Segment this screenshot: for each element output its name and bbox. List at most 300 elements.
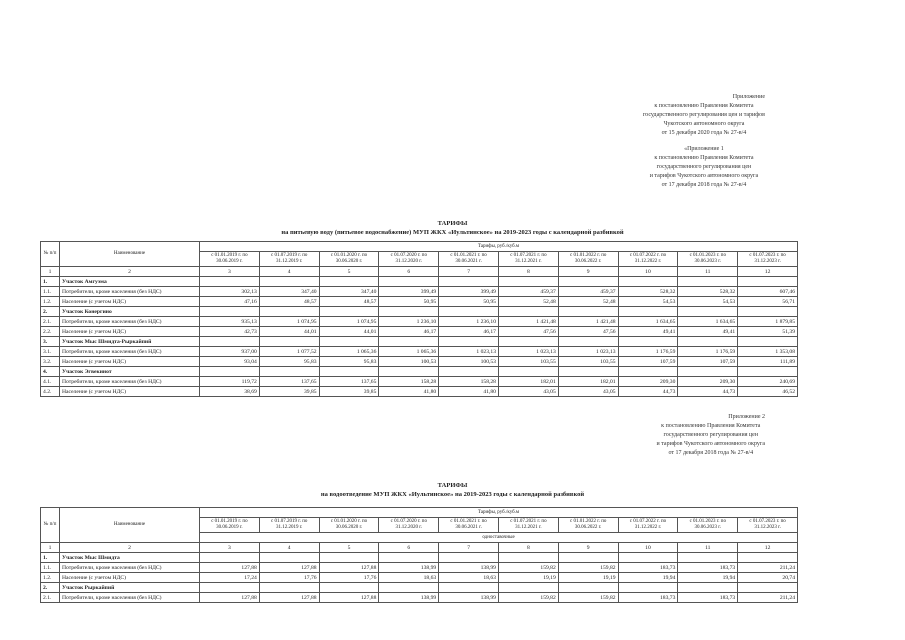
empty-cell — [618, 583, 678, 593]
section-row — [41, 583, 798, 593]
tariff-value: 46,52 — [738, 387, 798, 397]
column-index: 10 — [618, 267, 678, 277]
row-number: 3. — [41, 337, 60, 347]
note-line: к постановлению Правления Комитета — [654, 103, 754, 109]
empty-cell — [678, 367, 738, 377]
tariff-value: 137,65 — [259, 377, 319, 387]
empty-cell — [738, 337, 798, 347]
tariff-value: 1 353,08 — [738, 347, 798, 357]
tariff-value: 138,99 — [439, 563, 499, 573]
tariff-value: 1 176,59 — [678, 347, 738, 357]
period-header: с 01.07.2020 г. по 31.12.2020 г. — [379, 252, 439, 267]
tariff-value: 159,82 — [498, 593, 558, 603]
tariff-value: 399,49 — [379, 287, 439, 297]
note-line: к постановлению Правления Комитета — [661, 423, 761, 429]
empty-cell — [678, 277, 738, 287]
tariff-value: 158,28 — [379, 377, 439, 387]
row-number: 2.1. — [41, 317, 60, 327]
period-header: с 01.01.2020 г. по 30.06.2020 г. — [319, 252, 379, 267]
tariff-value: 347,40 — [259, 287, 319, 297]
note-line: от 17 декабря 2018 года № 27-в/4 — [668, 450, 754, 456]
section-row — [41, 553, 798, 563]
empty-cell — [200, 553, 260, 563]
tariff-value: 42,73 — [200, 327, 260, 337]
empty-cell — [379, 337, 439, 347]
tariff-value: 1 634,65 — [618, 317, 678, 327]
tariff-value: 56,71 — [738, 297, 798, 307]
row-name: Население (с учетом НДС) — [60, 297, 200, 307]
tariff-value: 1 023,13 — [498, 347, 558, 357]
empty-cell — [618, 367, 678, 377]
tariff-value: 209,30 — [678, 377, 738, 387]
tariff-header: Тарифы, руб./куб.м — [200, 508, 798, 518]
appendix-note-1 — [643, 93, 765, 190]
row-number: 1. — [41, 553, 60, 563]
tariff-value: 399,49 — [439, 287, 499, 297]
note-line — [643, 138, 765, 145]
empty-cell — [498, 553, 558, 563]
note-line: и тарифов Чукотского автономного округа — [649, 173, 759, 179]
tariff-value: 1 074,95 — [259, 317, 319, 327]
tariff-header: Тарифы, руб./куб.м — [200, 242, 798, 252]
row-number: 2.1. — [41, 593, 60, 603]
row-name: Потребители, кроме населения (без НДС) — [60, 317, 200, 327]
column-index: 1 — [41, 267, 60, 277]
empty-cell — [678, 307, 738, 317]
empty-cell — [319, 307, 379, 317]
column-index: 8 — [498, 267, 558, 277]
tariff-value: 127,88 — [259, 563, 319, 573]
column-index: 5 — [319, 267, 379, 277]
tariff-value: 107,59 — [618, 357, 678, 367]
tariff-value: 111,89 — [738, 357, 798, 367]
tariff-value: 52,48 — [498, 297, 558, 307]
period-header: с 01.07.2023 г. по 31.12.2023 г. — [738, 518, 798, 533]
row-number: 3.2. — [41, 357, 60, 367]
empty-cell — [498, 583, 558, 593]
empty-cell — [498, 307, 558, 317]
row-number: 1.1. — [41, 563, 60, 573]
column-index: 11 — [678, 543, 738, 553]
period-header: с 01.01.2021 г. по 30.06.2021 г. — [439, 518, 499, 533]
empty-cell — [259, 277, 319, 287]
tariff-value: 100,53 — [439, 357, 499, 367]
table-row — [41, 563, 798, 573]
column-index: 9 — [558, 543, 618, 553]
tariff-value: 20,74 — [738, 573, 798, 583]
empty-cell — [200, 307, 260, 317]
row-name: Потребители, кроме населения (без НДС) — [60, 563, 200, 573]
empty-cell — [498, 337, 558, 347]
column-index: 2 — [60, 543, 200, 553]
tariff-value: 46,17 — [379, 327, 439, 337]
row-number: 1.2. — [41, 573, 60, 583]
column-index: 6 — [379, 543, 439, 553]
section-name: Участок Рыркайпий — [60, 583, 200, 593]
section-name: Участок Эгвекинот — [60, 367, 200, 377]
note-line: «Приложение 1 — [684, 146, 724, 152]
tariff-value: 1 879,85 — [738, 317, 798, 327]
tariff-value: 19,19 — [498, 573, 558, 583]
tariff-value: 1 176,59 — [618, 347, 678, 357]
section-row — [41, 337, 798, 347]
row-number: 2.2. — [41, 327, 60, 337]
tariff-value: 44,01 — [319, 327, 379, 337]
tariff-value: 47,16 — [200, 297, 260, 307]
empty-cell — [618, 277, 678, 287]
table-row — [41, 347, 798, 357]
col-name-header: Наименование — [60, 242, 200, 267]
column-index: 10 — [618, 543, 678, 553]
section-name: Участок Амгуэма — [60, 277, 200, 287]
tariff-value: 528,32 — [618, 287, 678, 297]
tariff-value: 54,53 — [678, 297, 738, 307]
column-index: 9 — [558, 267, 618, 277]
row-number: 1.2. — [41, 297, 60, 307]
tariff-value: 44,73 — [678, 387, 738, 397]
empty-cell — [319, 367, 379, 377]
period-header: с 01.01.2021 г. по 30.06.2021 г. — [439, 252, 499, 267]
empty-cell — [618, 553, 678, 563]
table1-heading — [0, 219, 905, 237]
empty-cell — [259, 337, 319, 347]
col-num-header: № п/п — [41, 242, 60, 267]
tariff-value: 93,04 — [200, 357, 260, 367]
tariff-value: 459,37 — [498, 287, 558, 297]
empty-cell — [439, 307, 499, 317]
empty-cell — [379, 277, 439, 287]
period-header: с 01.01.2023 г. по 30.06.2023 г. — [678, 518, 738, 533]
column-index: 1 — [41, 543, 60, 553]
period-header: с 01.01.2019 г. по 30.06.2019 г. — [200, 518, 260, 533]
empty-cell — [259, 307, 319, 317]
note-line: Чукотского автономного округа — [663, 121, 745, 127]
tariff-value: 1 236,10 — [439, 317, 499, 327]
empty-cell — [439, 367, 499, 377]
empty-cell — [558, 583, 618, 593]
section-row — [41, 367, 798, 377]
tariff-value: 49,41 — [678, 327, 738, 337]
row-number: 2. — [41, 307, 60, 317]
tariff-value: 103,55 — [558, 357, 618, 367]
appendix-note-2 — [657, 413, 765, 458]
tariff-value: 347,40 — [319, 287, 379, 297]
water-supply-tariff-table — [40, 241, 798, 397]
column-index: 11 — [678, 267, 738, 277]
tariff-value: 935,13 — [200, 317, 260, 327]
empty-cell — [558, 367, 618, 377]
note-line: к постановлению Правления Комитета — [654, 155, 754, 161]
tariff-value: 17,76 — [259, 573, 319, 583]
column-index: 3 — [200, 543, 260, 553]
tariff-value: 17,24 — [200, 573, 260, 583]
tariff-value: 209,30 — [618, 377, 678, 387]
tariff-value: 127,88 — [200, 593, 260, 603]
tariff-value: 1 074,95 — [319, 317, 379, 327]
empty-cell — [738, 277, 798, 287]
column-index: 8 — [498, 543, 558, 553]
column-index: 7 — [439, 543, 499, 553]
tariff-value: 1 023,13 — [558, 347, 618, 357]
tariff-value: 159,82 — [498, 563, 558, 573]
tariff-value: 41,80 — [379, 387, 439, 397]
row-name: Потребители, кроме населения (без НДС) — [60, 287, 200, 297]
empty-cell — [379, 367, 439, 377]
empty-cell — [319, 553, 379, 563]
period-header: с 01.07.2021 г. по 31.12.2021 г. — [498, 518, 558, 533]
row-number: 3.1. — [41, 347, 60, 357]
tariff-value: 52,48 — [558, 297, 618, 307]
period-header: с 01.07.2019 г. по 31.12.2019 г. — [259, 518, 319, 533]
row-number: 4.1. — [41, 377, 60, 387]
empty-cell — [498, 367, 558, 377]
empty-cell — [558, 337, 618, 347]
tariff-value: 47,56 — [558, 327, 618, 337]
period-header: с 01.01.2020 г. по 30.06.2020 г. — [319, 518, 379, 533]
tariff-value: 47,56 — [498, 327, 558, 337]
column-index-row — [41, 543, 798, 553]
tariff-value: 1 023,13 — [439, 347, 499, 357]
tariff-value: 19,19 — [558, 573, 618, 583]
column-index: 3 — [200, 267, 260, 277]
tariff-value: 1 421,48 — [498, 317, 558, 327]
empty-cell — [200, 277, 260, 287]
empty-cell — [738, 367, 798, 377]
tariff-value: 127,88 — [200, 563, 260, 573]
period-header: с 01.01.2019 г. по 30.06.2019 г. — [200, 252, 260, 267]
tariff-value: 44,01 — [259, 327, 319, 337]
tariff-value: 48,57 — [259, 297, 319, 307]
tariff-value: 95,83 — [259, 357, 319, 367]
column-index: 6 — [379, 267, 439, 277]
table2-heading — [0, 481, 905, 499]
table-row — [41, 573, 798, 583]
empty-cell — [558, 277, 618, 287]
tariff-value: 137,65 — [319, 377, 379, 387]
table-row — [41, 387, 798, 397]
empty-cell — [439, 583, 499, 593]
empty-cell — [558, 307, 618, 317]
period-header: с 01.01.2022 г. по 30.06.2022 г. — [558, 252, 618, 267]
col-name-header: Наименование — [60, 508, 200, 543]
tariff-value: 302,13 — [200, 287, 260, 297]
empty-cell — [618, 307, 678, 317]
empty-cell — [319, 277, 379, 287]
column-index: 7 — [439, 267, 499, 277]
table1-subtitle: на питьевую воду (питьевое водоснабжение) МУП ЖКХ «Иультинское» на 2019-2023 годы с календарной разбивкой — [281, 229, 624, 236]
column-index: 2 — [60, 267, 200, 277]
tariff-value: 159,82 — [558, 593, 618, 603]
empty-cell — [678, 583, 738, 593]
note-line: и тарифов Чукотского автономного округа — [656, 441, 765, 447]
note-line: от 15 декабря 2020 года № 27-в/4 — [661, 130, 747, 136]
table-row — [41, 287, 798, 297]
tariff-value: 50,95 — [379, 297, 439, 307]
tariff-value: 95,83 — [319, 357, 379, 367]
empty-cell — [259, 367, 319, 377]
tariff-value: 183,73 — [618, 593, 678, 603]
tariff-type-header: одноставочные — [200, 533, 798, 543]
note-line: государственного регулирования цен — [656, 164, 752, 170]
section-name: Участок Мыс Шмидта — [60, 553, 200, 563]
note-line: Приложение 2 — [728, 414, 765, 420]
period-header: с 01.07.2023 г. по 31.12.2023 г. — [738, 252, 798, 267]
tariff-value: 48,57 — [319, 297, 379, 307]
empty-cell — [379, 553, 439, 563]
tariff-value: 46,17 — [439, 327, 499, 337]
table-row — [41, 377, 798, 387]
empty-cell — [319, 583, 379, 593]
empty-cell — [738, 307, 798, 317]
table2-subtitle: на водоотведение МУП ЖКХ «Иультинское» на 2019-2023 годы с календарной разбивкой — [320, 491, 585, 498]
tariff-value: 100,53 — [379, 357, 439, 367]
tariff-value: 51,39 — [738, 327, 798, 337]
row-number: 1. — [41, 277, 60, 287]
tariff-value: 54,53 — [618, 297, 678, 307]
tariff-value: 19,94 — [618, 573, 678, 583]
tariff-value: 18,63 — [439, 573, 499, 583]
empty-cell — [259, 583, 319, 593]
period-header: с 01.07.2021 г. по 31.12.2021 г. — [498, 252, 558, 267]
empty-cell — [738, 583, 798, 593]
empty-cell — [498, 277, 558, 287]
empty-cell — [558, 553, 618, 563]
section-name: Участок Мыс Шмидта-Рыркайпий — [60, 337, 200, 347]
table-row — [41, 297, 798, 307]
empty-cell — [200, 367, 260, 377]
tariff-value: 182,01 — [498, 377, 558, 387]
note-line: от 17 декабря 2018 года № 27-в/4 — [661, 182, 747, 188]
tariff-value: 1 065,36 — [319, 347, 379, 357]
tariff-value: 240,69 — [738, 377, 798, 387]
tariff-value: 528,32 — [678, 287, 738, 297]
tariff-value: 17,76 — [319, 573, 379, 583]
column-index: 4 — [259, 267, 319, 277]
empty-cell — [200, 337, 260, 347]
tariff-value: 183,73 — [618, 563, 678, 573]
empty-cell — [259, 553, 319, 563]
tariff-value: 43,05 — [558, 387, 618, 397]
row-name: Население (с учетом НДС) — [60, 327, 200, 337]
tariff-value: 49,41 — [618, 327, 678, 337]
column-index: 12 — [738, 267, 798, 277]
tariff-value: 159,82 — [558, 563, 618, 573]
empty-cell — [319, 337, 379, 347]
tariff-value: 183,73 — [678, 563, 738, 573]
tariff-value: 1 065,36 — [379, 347, 439, 357]
row-name: Население (с учетом НДС) — [60, 387, 200, 397]
tariff-value: 43,05 — [498, 387, 558, 397]
row-name: Потребители, кроме населения (без НДС) — [60, 593, 200, 603]
tariff-value: 1 077,52 — [259, 347, 319, 357]
tariff-value: 127,88 — [319, 593, 379, 603]
note-line: государственного регулирования цен и тарифов — [642, 112, 765, 118]
tariff-value: 211,24 — [738, 593, 798, 603]
tariff-value: 182,01 — [558, 377, 618, 387]
column-index: 12 — [738, 543, 798, 553]
tariff-value: 138,99 — [379, 593, 439, 603]
tariff-value: 44,73 — [618, 387, 678, 397]
empty-cell — [738, 553, 798, 563]
section-name: Участок Конергино — [60, 307, 200, 317]
tariff-value: 41,80 — [439, 387, 499, 397]
row-name: Потребители, кроме населения (без НДС) — [60, 347, 200, 357]
column-index: 4 — [259, 543, 319, 553]
period-header: с 01.07.2022 г. по 31.12.2022 г. — [618, 518, 678, 533]
tariff-value: 183,73 — [678, 593, 738, 603]
column-index: 5 — [319, 543, 379, 553]
table-row — [41, 317, 798, 327]
empty-cell — [379, 583, 439, 593]
note-line: Приложение — [732, 94, 765, 100]
tariff-value: 38,69 — [200, 387, 260, 397]
tariff-value: 119,72 — [200, 377, 260, 387]
empty-cell — [618, 337, 678, 347]
tariff-value: 127,88 — [319, 563, 379, 573]
tariff-value: 1 236,10 — [379, 317, 439, 327]
period-header: с 01.01.2022 г. по 30.06.2022 г. — [558, 518, 618, 533]
row-name: Население (с учетом НДС) — [60, 573, 200, 583]
row-number: 1.1. — [41, 287, 60, 297]
tariff-value: 18,63 — [379, 573, 439, 583]
note-line: государственного регулирования цен — [663, 432, 759, 438]
tariff-value: 107,59 — [678, 357, 738, 367]
period-header: с 01.07.2022 г. по 31.12.2022 г. — [618, 252, 678, 267]
period-header: с 01.01.2023 г. по 30.06.2023 г. — [678, 252, 738, 267]
tariff-value: 138,99 — [379, 563, 439, 573]
tariff-value: 19,94 — [678, 573, 738, 583]
column-index-row — [41, 267, 798, 277]
empty-cell — [379, 307, 439, 317]
tariff-value: 459,37 — [558, 287, 618, 297]
period-header: с 01.07.2019 г. по 31.12.2019 г. — [259, 252, 319, 267]
tariff-value: 50,95 — [439, 297, 499, 307]
tariff-value: 127,88 — [259, 593, 319, 603]
table-row — [41, 593, 798, 603]
tariff-value: 39,85 — [259, 387, 319, 397]
row-number: 4. — [41, 367, 60, 377]
empty-cell — [439, 277, 499, 287]
tariff-value: 39,85 — [319, 387, 379, 397]
tariff-value: 607,46 — [738, 287, 798, 297]
empty-cell — [678, 553, 738, 563]
section-row — [41, 277, 798, 287]
wastewater-tariff-table — [40, 507, 798, 603]
tariff-value: 937,00 — [200, 347, 260, 357]
empty-cell — [678, 337, 738, 347]
table1-title: ТАРИФЫ — [437, 220, 468, 227]
row-number: 2. — [41, 583, 60, 593]
col-num-header: № п/п — [41, 508, 60, 543]
table2-title: ТАРИФЫ — [437, 482, 468, 489]
empty-cell — [439, 337, 499, 347]
tariff-value: 211,24 — [738, 563, 798, 573]
tariff-value: 158,28 — [439, 377, 499, 387]
tariff-value: 138,99 — [439, 593, 499, 603]
empty-cell — [439, 553, 499, 563]
period-header: с 01.07.2020 г. по 31.12.2020 г. — [379, 518, 439, 533]
tariff-value: 103,55 — [498, 357, 558, 367]
row-number: 4.2. — [41, 387, 60, 397]
section-row — [41, 307, 798, 317]
tariff-value: 1 421,48 — [558, 317, 618, 327]
empty-cell — [200, 583, 260, 593]
table-row — [41, 327, 798, 337]
table-row — [41, 357, 798, 367]
tariff-value: 1 634,65 — [678, 317, 738, 327]
row-name: Население (с учетом НДС) — [60, 357, 200, 367]
row-name: Потребители, кроме населения (без НДС) — [60, 377, 200, 387]
